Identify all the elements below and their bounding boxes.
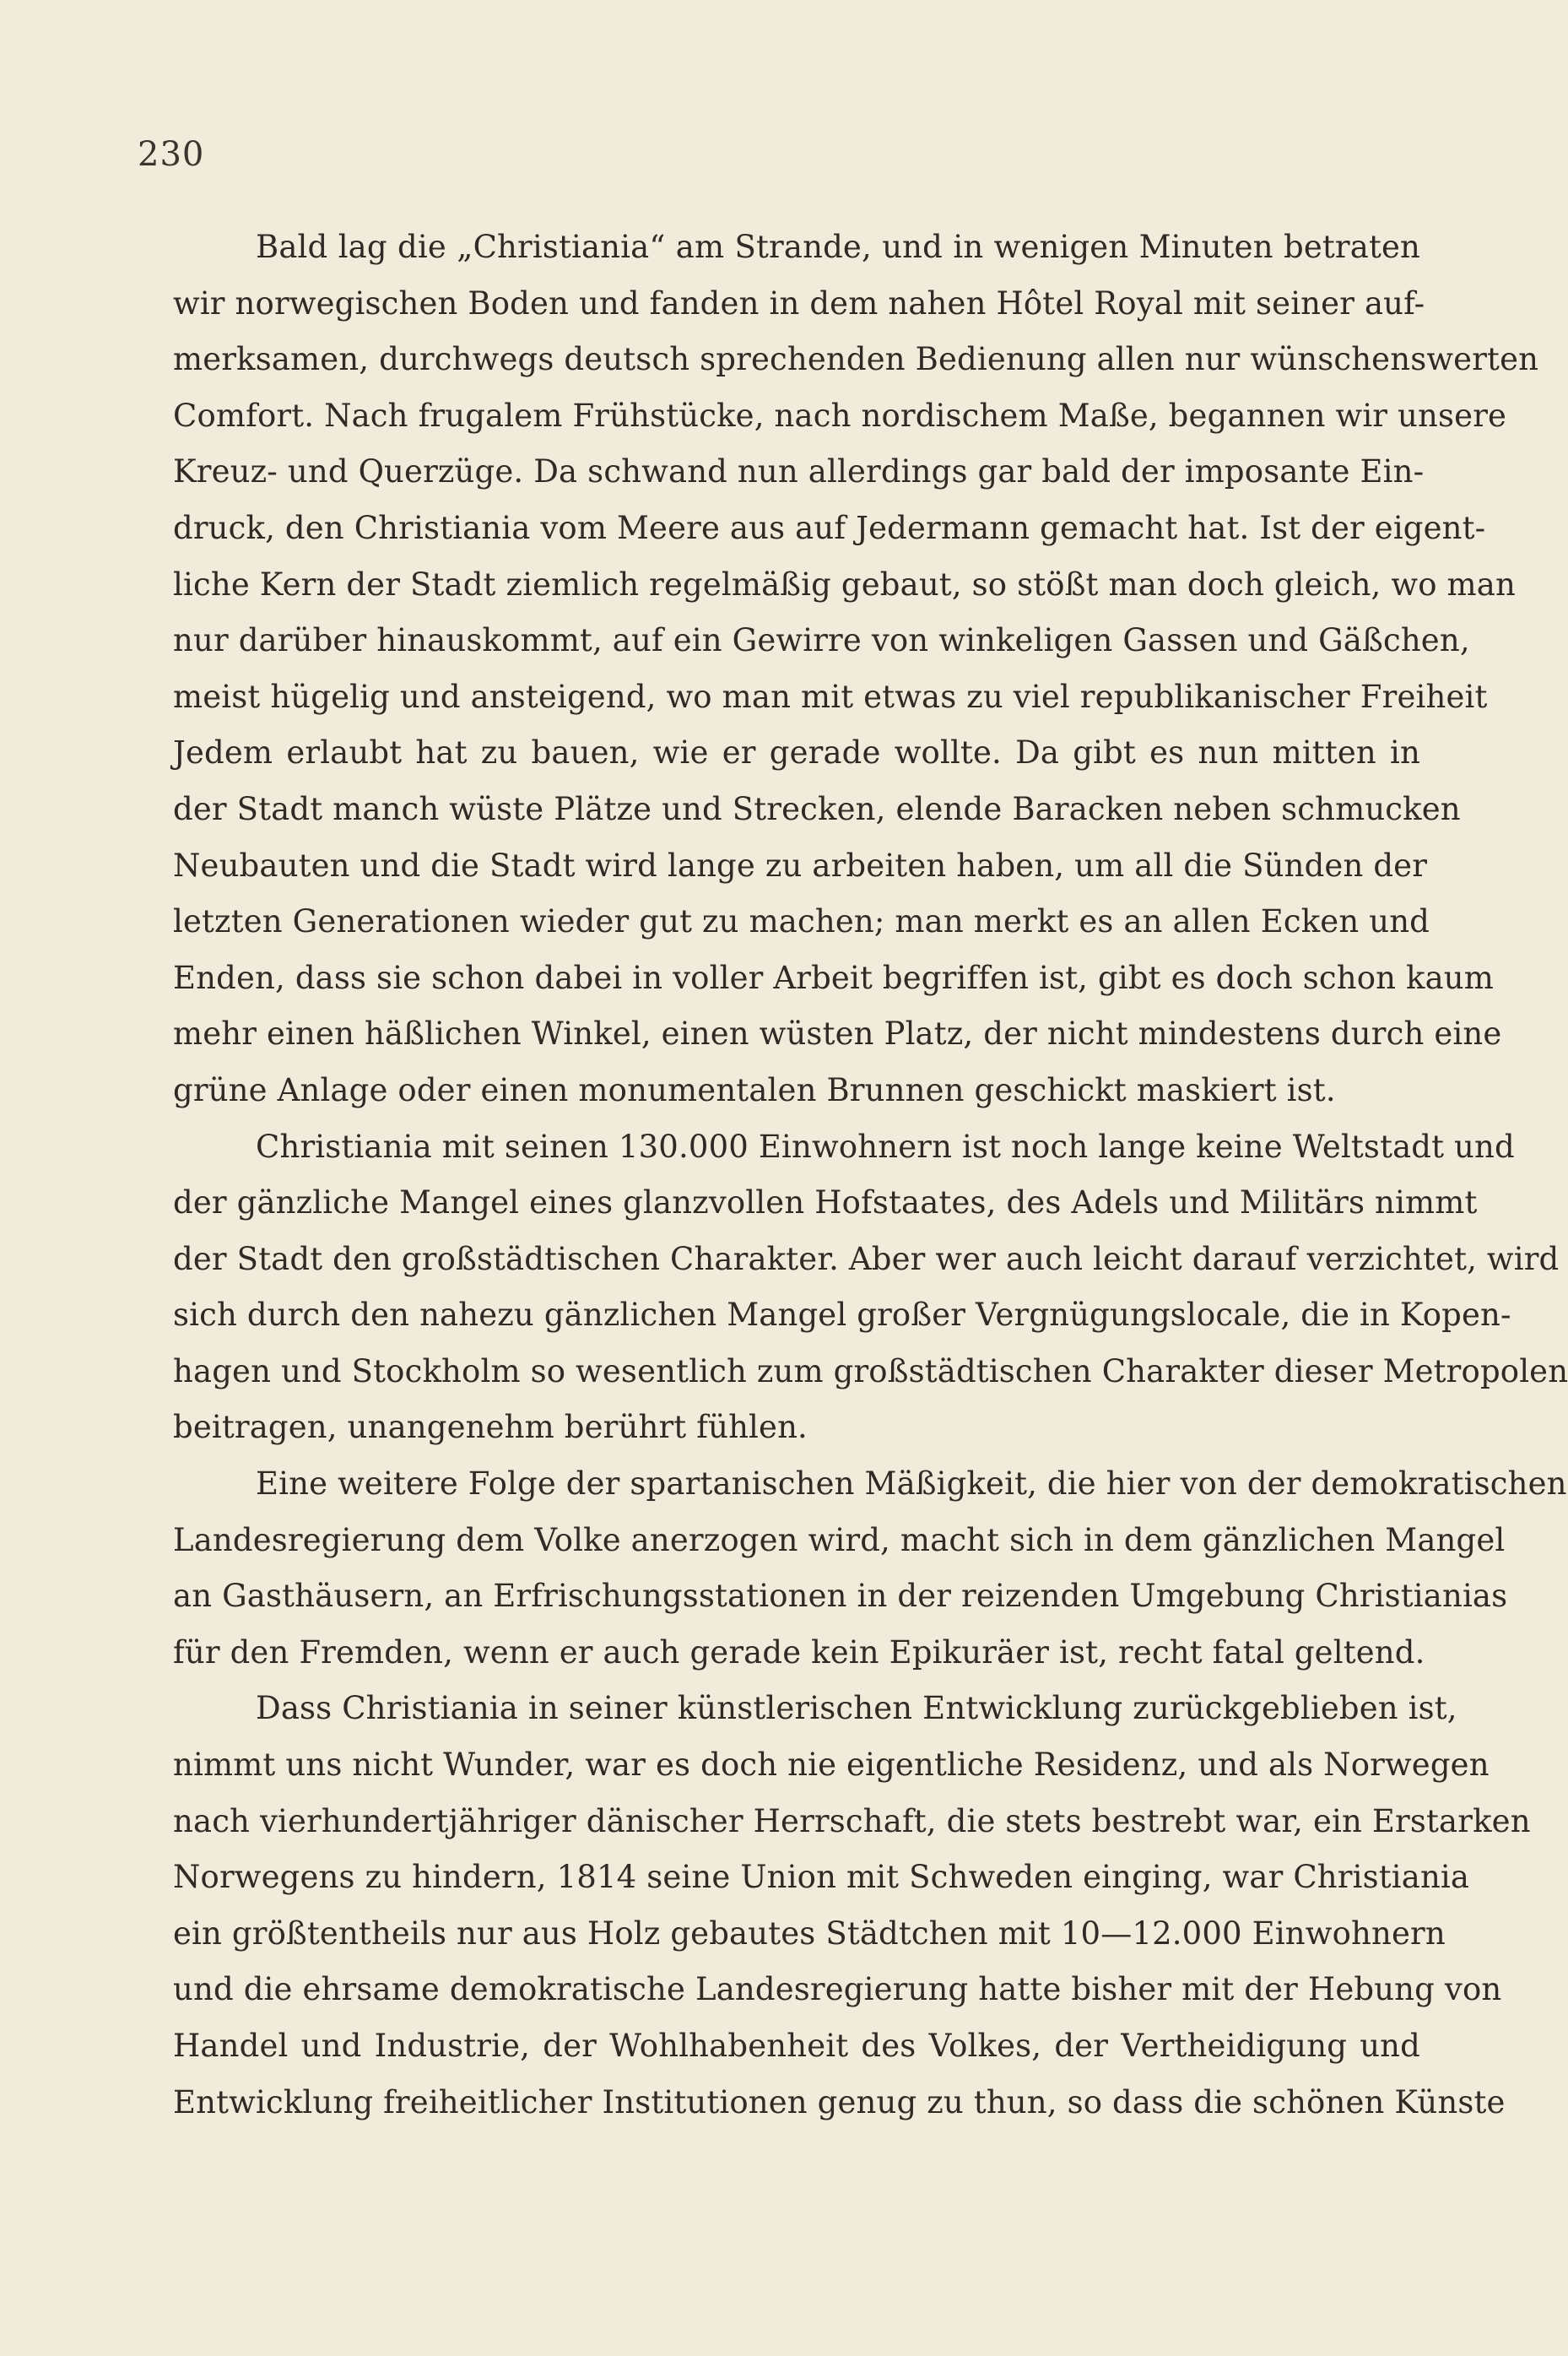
text-line: Bald lag die „Christiania“ am Strande, und in wenigen Minuten betraten	[256, 229, 1420, 265]
paragraph	[173, 1681, 1531, 2131]
text-line: nach vierhundertjähriger dänischer Herrschaft, die stets bestrebt war, ein Erstarken	[173, 1802, 1531, 1839]
text-line: Handel und Industrie, der Wohlhabenheit des Volkes, der Vertheidigung und	[173, 2028, 1420, 2064]
text-line: ein größtentheils nur aus Holz gebautes Städtchen mit 10—12.000 Einwohnern	[173, 1915, 1446, 1952]
text-line: Landesregierung dem Volke anerzogen wird, macht sich in dem gänzlichen Mangel	[173, 1521, 1506, 1558]
text-line: meist hügelig und ansteigend, wo man mit etwas zu viel republikanischer Freiheit	[173, 678, 1488, 715]
text-line: für den Fremden, wenn er auch gerade kein Epikuräer ist, recht fatal geltend.	[173, 1633, 1425, 1671]
text-line: Jedem erlaubt hat zu bauen, wie er gerade wollte. Da gibt es nun mitten in	[173, 734, 1420, 772]
text-line: nimmt uns nicht Wunder, war es doch nie eigentliche Residenz, und als Norwegen	[173, 1747, 1490, 1784]
body-text	[173, 219, 1568, 2131]
text-line: Enden, dass sie schon dabei in voller Arbeit begriffen ist, gibt es doch schon kaum	[173, 959, 1495, 996]
paragraph	[173, 1119, 1568, 1457]
text-line: druck, den Christiania vom Meere aus auf Jedermann gemacht hat. Ist der eigent-	[173, 509, 1486, 546]
paragraph	[173, 219, 1539, 1119]
text-line: grüne Anlage oder einen monumentalen Brunnen geschickt maskiert ist.	[173, 1071, 1336, 1108]
text-line: Eine weitere Folge der spartanischen Mäßigkeit, die hier von der demokratischen	[256, 1465, 1567, 1503]
text-line: der Stadt den großstädtischen Charakter. Aber wer auch leicht darauf verzichtet, wird	[173, 1240, 1560, 1277]
text-line: Christiania mit seinen 130.000 Einwohnern ist noch lange keine Weltstadt und	[256, 1128, 1515, 1165]
text-line: nur darüber hinauskommt, auf ein Gewirre von winkeligen Gassen und Gäßchen,	[173, 622, 1470, 659]
text-line: Neubauten und die Stadt wird lange zu arbeiten haben, um all die Sünden der	[173, 847, 1428, 884]
text-line: Dass Christiania in seiner künstlerischen Entwicklung zurückgeblieben ist,	[256, 1690, 1457, 1727]
text-line: an Gasthäusern, an Erfrischungsstationen in der reizenden Umgebung Christianias	[173, 1578, 1508, 1615]
text-line: hagen und Stockholm so wesentlich zum großstädtischen Charakter dieser Metropolen	[173, 1352, 1568, 1389]
page-number: 230	[138, 135, 205, 174]
text-line: liche Kern der Stadt ziemlich regelmäßig gebaut, so stößt man doch gleich, wo man	[173, 566, 1516, 603]
text-line: der gänzliche Mangel eines glanzvollen Hofstaates, des Adels und Militärs nimmt	[173, 1184, 1478, 1221]
text-line: merksamen, durchwegs deutsch sprechenden Bedienung allen nur wünschenswerten	[173, 341, 1539, 378]
text-line: Norwegens zu hindern, 1814 seine Union mit Schweden einging, war Christiania	[173, 1859, 1470, 1896]
text-line: und die ehrsame demokratische Landesregierung hatte bisher mit der Hebung von	[173, 1971, 1502, 2008]
text-line: der Stadt manch wüste Plätze und Strecken, elende Baracken neben schmucken	[173, 790, 1461, 827]
text-line: Kreuz- und Querzüge. Da schwand nun allerdings gar bald der imposante Ein-	[173, 453, 1425, 490]
text-line: mehr einen häßlichen Winkel, einen wüsten Platz, der nicht mindestens durch eine	[173, 1016, 1502, 1053]
text-line: wir norwegischen Boden und fanden in dem nahen Hôtel Royal mit seiner auf-	[173, 284, 1425, 322]
paragraph	[173, 1456, 1567, 1681]
text-line: Entwicklung freiheitlicher Institutionen genug zu thun, so dass die schönen Künste	[173, 2083, 1506, 2120]
text-line: beitragen, unangenehm berührt fühlen.	[173, 1409, 808, 1446]
text-line: letzten Generationen wieder gut zu machen; man merkt es an allen Ecken und	[173, 903, 1430, 940]
text-line: Comfort. Nach frugalem Frühstücke, nach nordischem Maße, begannen wir unsere	[173, 397, 1507, 434]
text-line: sich durch den nahezu gänzlichen Mangel großer Vergnügungslocale, die in Kopen-	[173, 1297, 1511, 1334]
